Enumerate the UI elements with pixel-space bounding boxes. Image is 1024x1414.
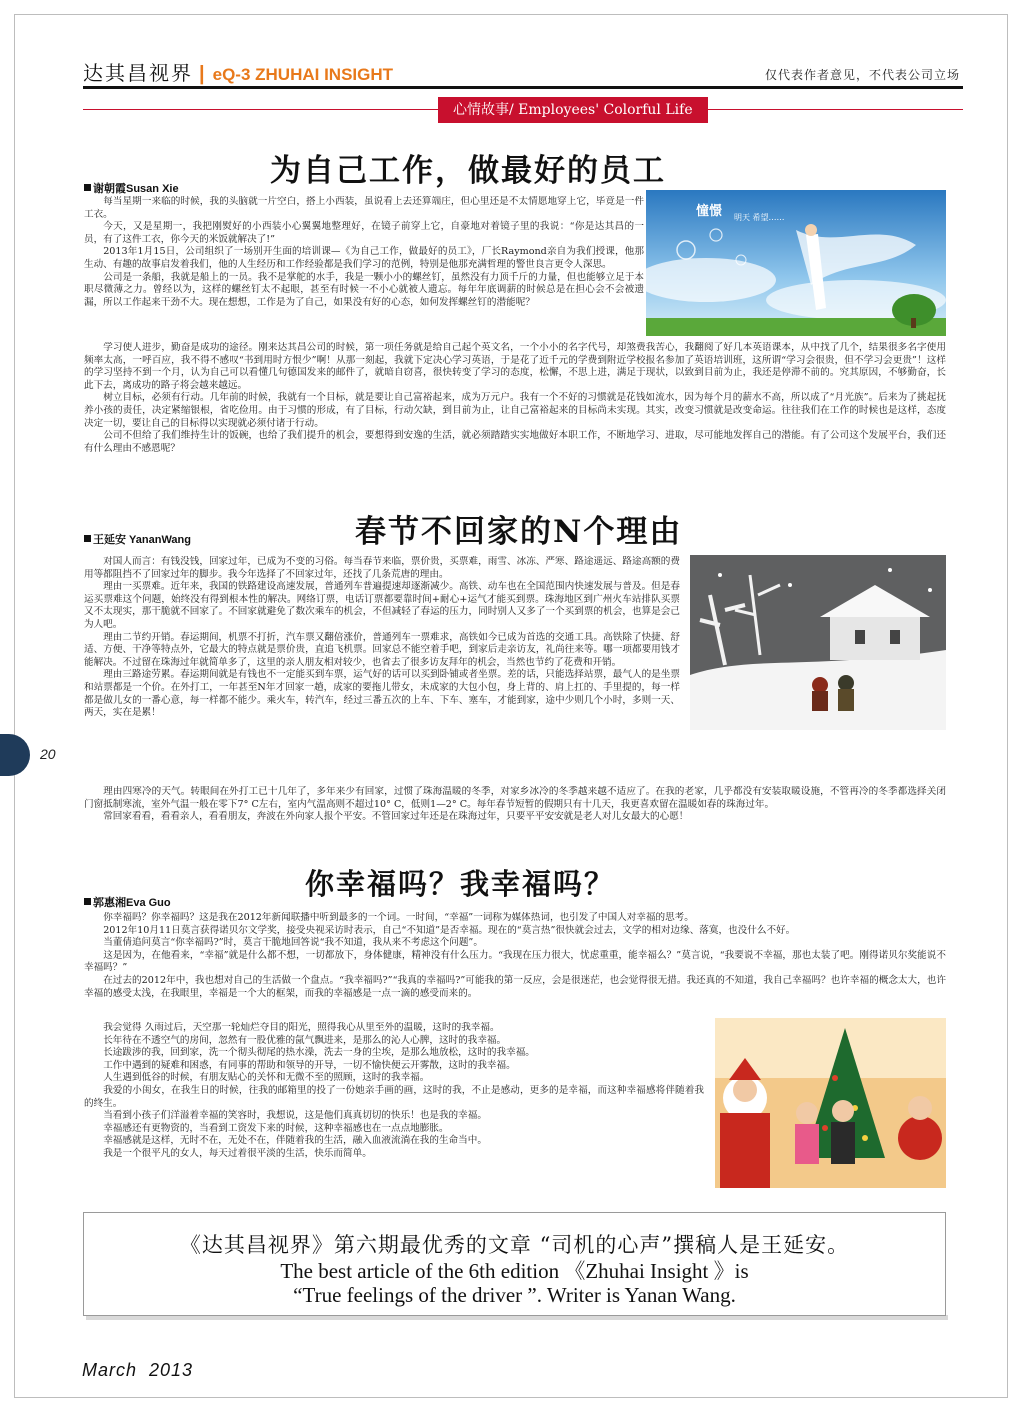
christmas-kids-photo	[715, 1018, 946, 1188]
paragraph: 理由四寒冷的天气。转眼间在外打工已十几年了，多年来少有回家，过惯了珠海温暖的冬季，对家乡冰冷的冬季越来越不适应了。在我的老家，几乎都没有安装取暖设施，不管再冷的冬季都选择关闭门窗抵制寒流，室外气温一般在零下7° C左右，室内气温高则不超过10° C，低则1—2° C。每年春节短暂的假期只有十几天，我更喜欢留在温暖如春的珠海过年。	[84, 786, 946, 810]
issue-date: March 2013	[82, 1360, 194, 1380]
paragraph: 公司是一条船，我就是船上的一员。我不是掌舵的水手，我是一颗小小的螺丝钉，虽然没有力顶千斤的力量，但也能够立足于本职尽微薄之力。曾经以为，这样的螺丝钉太不起眼，甚至有时候一不小心就被人遗忘。每年年底调薪的时候总是在担心会不会被遗漏，所以工作起来干劲不大。现在想想，工作是为了自己，如果没有好的心态，如何发挥螺丝钉的潜能呢？	[84, 271, 644, 308]
article-3-author: 郭惠湘Eva Guo	[93, 897, 171, 909]
masthead	[83, 57, 393, 86]
article-3-image	[715, 1018, 946, 1188]
article-1-body-bottom	[84, 342, 946, 488]
sky-girl-illustration	[646, 190, 946, 336]
paragraph: 今天，又是星期一，我把刚熨好的小西装小心翼翼地整理好，在镜子前穿上它，自豪地对着镜子里的我说：“你是达其昌的一员，有了这件工衣，你今天的米饭就解决了!”	[84, 221, 644, 245]
notice-line-en-1: The best article of the 6th edition 《Zhuhai Insight 》is	[280, 1259, 749, 1283]
notice-line-cn: 《达其昌视界》第六期最优秀的文章 “司机的心声”撰稿人是王延安。	[179, 1233, 850, 1257]
article-1-byline	[84, 180, 179, 196]
paragraph: 我是一个很平凡的女人，每天过着很平淡的生活，快乐而简单。	[103, 1147, 372, 1159]
paragraph: 理由一买票难。近年来，我国的铁路建设高速发展，普通列车普遍提速却逐渐减少。高铁、动车也在全国范围内快速发展与普及。但是春运买票难这个问题，始终没有得到根本性的解决。网络订票，电话订票都要靠时间+耐心+运气才能买到票。珠海地区到广州火车站排队买票又不太现实，那干脆就不回家了。不回家就避免了数次乘车的机会，不但减轻了春运的压力，同时别人又多了一个买到票的机会，也算是会己为人吧。	[84, 581, 680, 630]
square-bullet-icon	[84, 535, 91, 542]
paragraph: 长年待在不透空气的房间，忽然有一股优雅的氤气飘进来，是那么的沁人心脾，这时的我幸福。	[103, 1034, 507, 1046]
paragraph: 2012年10月11日莫言获得诺贝尔文学奖，接受央视采访时表示，自己“不知道”是否幸福。现在的“莫言热”很快就会过去，文学的相对边缘、落寞，也没什么不好。	[103, 924, 796, 936]
section-band	[83, 97, 963, 123]
paragraph: 幸福感还有更物资的，当看到工资发下来的时候，这种幸福感也在一点点地膨胀。	[103, 1122, 449, 1134]
notice-line-en-2: “True feelings of the driver ”. Writer is Yanan Wang.	[293, 1283, 736, 1307]
article-3-byline	[84, 894, 171, 910]
article-2-author: 王延安 YananWang	[93, 534, 191, 546]
paragraph: 树立目标，必须有行动。几年前的时候，我就有一个目标，就是要让自己富裕起来，成为万元户。我有一个不好的习惯就是花钱如流水，因为每个月的薪水不高，所以成了“月光族”。后来为了挑起抚养小孩的责任，决定紧缩银根，省吃俭用。由于习惯的形成，有了目标，行动欠缺，到目前为止，让自己富裕起来的目标尚未实现。其实，改变习惯就是改变命运。往往我们在工作的时候也是这样，态度决定一切，要让自己的目标得以实现就必须付诸于行动。	[84, 392, 946, 429]
paragraph: 对国人而言：有钱没钱，回家过年，已成为不变的习俗。每当春节来临，票价贵，买票难，雨雪、冰冻、严寒、路途遥远、路途高额的费用等都阻挡不了回家过年的脚步。我今年选择了不回家过年，还找了几条荒唐的理由。	[84, 556, 680, 580]
article-2-body-top	[84, 556, 680, 786]
paragraph: 每当星期一来临的时候，我的头脑就一片空白，搭上小西装，虽说看上去还算端庄，但心里还是不太情愿地穿上它，毕竟是一件工衣。	[84, 196, 644, 220]
masthead-separator: |	[199, 63, 207, 85]
article-1-image	[646, 190, 946, 336]
article-1-title: 为自己工作，做最好的员工	[270, 153, 666, 189]
paragraph: 常回家看看，看看亲人，看看朋友，奔波在外向家人报个平安。不管回家过年还是在珠海过年，只要平平安安就是老人对儿女最大的心愿！	[103, 811, 689, 823]
paragraph: 2013年1月15日，公司组织了一场别开生面的培训课—《为自己工作，做最好的员工》，厂长Raymond亲自为我们授课，他那生动、有趣的故事启发着我们，他的人生经历和工作经验都是我们学习的范例，特别是他那充满哲理的警世良言更令人深思。	[84, 246, 644, 270]
header-rule	[83, 86, 963, 89]
snow-scene-illustration	[690, 555, 946, 730]
article-3-title: 你幸福吗？我幸福吗？	[305, 867, 616, 901]
paragraph: 我爱的小闺女，在我生日的时候，往我的邮箱里的投了一份她亲手画的画，这时的我，不止是感动，更多的是幸福，而这种幸福感将伴随着我的终生。	[84, 1084, 704, 1109]
article-1-image-subcaption: 明天 希望……	[734, 213, 785, 222]
paragraph: 长途跋涉的我，回到家，洗一个彻头彻尾的热水澡，洗去一身的尘埃，是那么地放松，这时的我幸福。	[103, 1047, 535, 1059]
magazine-name-en: eQ-3 ZHUHAI INSIGHT	[212, 65, 394, 84]
paragraph: 理由二节约开销。春运期间，机票不打折，汽车票又翻倍涨价，普通列车一票难求，高铁如今已成为首选的交通工具。高铁除了快捷、舒适、方便、干净等特点外，它最大的特点就是票价贵，直追飞机票。回家总不能空着手吧，到家后走亲访友，礼尚往来等。哪一项都要用钱才能解决。不过留在珠海过年就简单多了，这里的亲人朋友相对较少，也省去了很多访友拜年的机会，当然也节约了花费和开销。	[84, 631, 680, 668]
paragraph: 学习使人进步，勤奋是成功的途径。刚来达其昌公司的时候，第一项任务就是给自己起个英文名，一个小小的名字代号，却煞费我苦心，我翻阅了好几本英语课本，从中找了几个，结果很多名字使用频率太高，一呼百应，我不得不感叹“书到用时方恨少”啊！从那一刻起，我就下定决心学习英语，于是花了近千元的学费到附近学校报名参加了英语培训班，这所谓“学习会很贵，但不学习会更贵”！这样的学习坚持不到一个月，认为自己可以看懂几句德国发来的邮件了，就暗自窃喜，很快转变了学习的态度，松懈，不思上进，满足于现状，以致到目前为止，我还是停滞不前的。究其原因，不够勤奋，长此下去，离成功的路子将会越来越远。	[84, 342, 946, 391]
page-number: 20	[40, 746, 56, 762]
article-1-image-caption: 憧憬	[696, 204, 723, 219]
article-2-image	[690, 555, 946, 730]
disclaimer: 仅代表作者意见，不代表公司立场	[764, 68, 960, 82]
paragraph: 人生遇到低谷的时候，有朋友贴心的关怀和无微不至的照顾，这时的我幸福。	[103, 1072, 430, 1084]
best-article-notice	[83, 1212, 946, 1316]
article-1-body-top	[84, 196, 644, 346]
article-3-body-bottom	[84, 1022, 704, 1190]
paragraph: 当董倩追问莫言“你幸福吗?”时，莫言干脆地回答说“我不知道，我从来不考虑这个问题”。	[103, 937, 483, 949]
paragraph: 公司不但给了我们维持生计的饭碗，也给了我们提升的机会，要想得到安逸的生活，就必须踏踏实实地做好本职工作，不断地学习、进取，尽可能地发挥自己的潜能。有了公司这个发展平台，我们还有什么理由不感恩呢？	[84, 430, 946, 454]
magazine-name-cn: 达其昌视界	[83, 61, 193, 85]
article-1-author: 谢朝霞Susan Xie	[93, 183, 179, 195]
article-3-body-top	[84, 912, 946, 1018]
article-2-title: 春节不回家的N个理由	[355, 514, 683, 550]
paragraph: 当看到小孩子们洋溢着幸福的笑容时，我想说，这是他们真真切切的快乐！也是我的幸福。	[103, 1110, 487, 1122]
article-2-byline	[84, 531, 191, 547]
square-bullet-icon	[84, 898, 91, 905]
paragraph: 在过去的2012年中，我也想对自己的生活做一个盘点。“我幸福吗?”“我真的幸福吗?”可能我的第一反应，会是很迷茫，也会觉得很无措。我还真的不知道，我自己幸福吗？也许幸福的概念太大，也许幸福的感受太浅，在我眼里，幸福是一个大的框架，而我的幸福感是一点一滴的感受而来的。	[84, 974, 946, 999]
paragraph: 理由三路途劳累。春运期间就是有钱也不一定能买到车票，运气好的话可以买到卧铺或者坐票。差的话，只能选择站票，最气人的是坐票和站票都是一个价。在外打工，一年甚至N年才回家一趟，成家的要拖儿带女，未成家的大包小包，身上背的、肩上扛的、手里提的，每一样都是做儿女的一番心意，每一样都不能少。乘火车，转汽车，经过三番五次的上车、下车、塞车，才能到家，途中少则几个小时，多则一天、两天，实在是累！	[84, 669, 680, 719]
article-2-body-bottom	[84, 786, 946, 842]
paragraph: 你幸福吗？你幸福吗？这是我在2012年新闻联播中听到最多的一个词。一时间，“幸福”一词称为媒体热词，也引发了中国人对幸福的思考。	[103, 912, 694, 923]
paragraph: 工作中遇到的疑难和困惑，有同事的帮助和领导的开导，一切不愉快便云开雾散，这时的我幸福。	[103, 1059, 516, 1071]
paragraph: 这是因为，在他看来，“幸福”就是什么都不想，一切都放下，身体健康，精神没有什么压力。“我现在压力很大，忧虑重重，能幸福么？”莫言说，“我要说不幸福，那也太装了吧。刚得诺贝尔奖能说不幸福吗？”	[84, 949, 946, 974]
section-label: 心情故事/ Employees' Colorful Life	[438, 97, 708, 123]
paragraph: 我会觉得 久雨过后，天空那一轮灿烂夺目的阳光，照得我心从里至外的温暖，这时的我幸福。	[103, 1022, 500, 1033]
paragraph: 幸福感就是这样，无时不在，无处不在，伴随着我的生活，融入血液流淌在我的生命当中。	[103, 1135, 487, 1147]
square-bullet-icon	[84, 184, 91, 191]
